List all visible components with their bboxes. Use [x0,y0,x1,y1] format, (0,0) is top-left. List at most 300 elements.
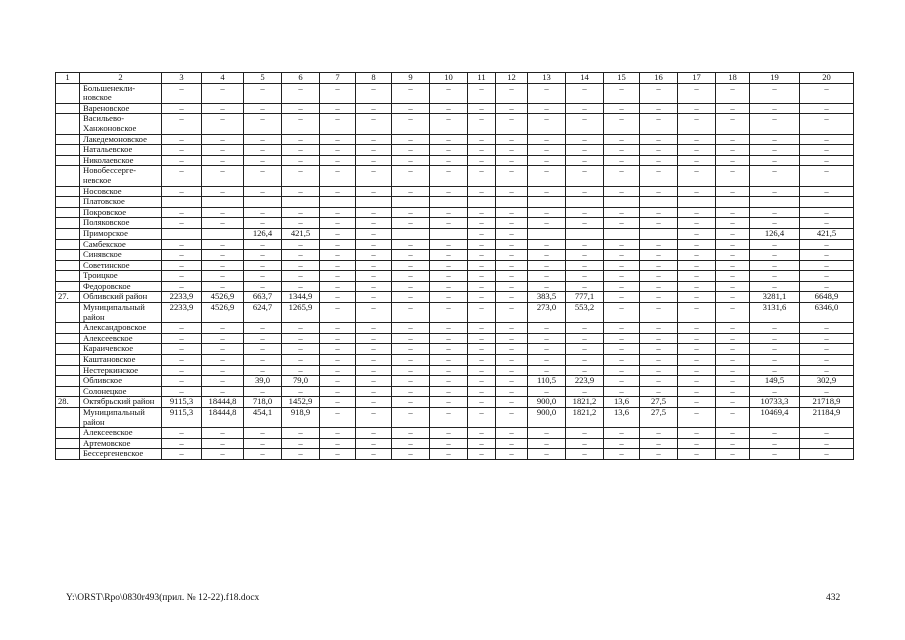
table-cell: – [356,239,392,250]
column-header: 7 [320,73,356,84]
table-cell: – [750,355,800,366]
table-cell: – [356,428,392,439]
table-cell: 3281,1 [750,292,800,303]
table-cell: – [468,114,496,134]
table-cell: – [244,271,282,282]
table-cell: – [604,145,640,156]
table-cell: – [162,218,202,229]
row-name: Советинское [80,260,162,271]
table-cell: – [678,218,716,229]
table-cell: – [356,83,392,103]
table-cell: – [496,408,528,428]
table-cell: – [678,365,716,376]
table-cell: – [800,83,854,103]
table-cell: – [800,386,854,397]
table-cell: – [566,333,604,344]
table-cell: – [244,355,282,366]
column-header: 1 [56,73,80,84]
table-row [56,250,854,261]
row-number [56,145,80,156]
table-cell: – [430,166,468,186]
row-name: Бессергеневское [80,449,162,460]
table-cell: – [716,333,750,344]
table-cell: – [496,260,528,271]
table-cell: – [750,166,800,186]
table-cell: – [320,155,356,166]
row-name: Александровское [80,323,162,334]
table-cell: – [162,323,202,334]
table-cell: – [320,186,356,197]
row-number [56,114,80,134]
table-cell: – [678,333,716,344]
row-name: Носовское [80,186,162,197]
table-cell [716,197,750,208]
table-cell: – [320,292,356,303]
table-cell: – [202,186,244,197]
table-cell: – [678,83,716,103]
table-cell: – [202,323,244,334]
table-cell: – [800,103,854,114]
table-cell: – [496,365,528,376]
table-cell: – [716,83,750,103]
table-cell: – [162,166,202,186]
table-cell: – [716,428,750,439]
table-cell: – [430,376,468,387]
table-cell: – [678,166,716,186]
table-cell: – [604,438,640,449]
row-name: Платовское [80,197,162,208]
table-cell: – [750,386,800,397]
table-cell: 126,4 [750,228,800,239]
table-cell: – [162,114,202,134]
table-cell: – [356,303,392,323]
table-cell [678,197,716,208]
table-cell: – [162,83,202,103]
table-row [56,449,854,460]
table-cell: 3131,6 [750,303,800,323]
table-cell: – [356,344,392,355]
table-cell: – [800,449,854,460]
table-cell: – [202,428,244,439]
row-number [56,166,80,186]
table-cell: – [528,207,566,218]
table-cell: – [356,145,392,156]
table-cell: – [244,186,282,197]
table-cell: – [162,186,202,197]
row-name: Новобессерге-невское [80,166,162,186]
table-cell: 6346,0 [800,303,854,323]
table-cell: 110,5 [528,376,566,387]
table-cell: – [716,207,750,218]
column-header: 5 [244,73,282,84]
table-cell: – [392,376,430,387]
table-cell: – [430,333,468,344]
table-cell: – [392,386,430,397]
table-row [56,83,854,103]
table-cell: – [430,250,468,261]
table-cell: – [162,355,202,366]
table-cell: – [430,303,468,323]
table-cell: – [430,428,468,439]
table-cell: – [800,344,854,355]
table-cell: – [468,449,496,460]
table-cell: – [496,166,528,186]
table-cell: – [604,114,640,134]
table-cell: 421,5 [800,228,854,239]
row-number [56,218,80,229]
table-cell [528,228,566,239]
table-cell: – [202,166,244,186]
table-cell: – [678,103,716,114]
table-row [56,344,854,355]
table-cell: – [528,155,566,166]
table-cell: – [392,428,430,439]
table-cell: 21718,9 [800,397,854,408]
table-cell: – [640,428,678,439]
table-cell: – [496,103,528,114]
table-cell: 13,6 [604,397,640,408]
table-cell: – [496,155,528,166]
table-cell: – [468,271,496,282]
table-cell: – [800,271,854,282]
table-cell: – [162,103,202,114]
table-row [56,281,854,292]
table-cell: – [356,292,392,303]
table-cell: – [800,281,854,292]
table-cell: – [496,397,528,408]
table-cell: – [528,145,566,156]
table-cell: 10469,4 [750,408,800,428]
table-row [56,292,854,303]
column-header: 11 [468,73,496,84]
table-cell: 223,9 [566,376,604,387]
table-cell: – [678,386,716,397]
table-cell: – [392,271,430,282]
table-cell: 663,7 [244,292,282,303]
table-cell: – [640,365,678,376]
row-number: 27. [56,292,80,303]
table-cell: 9115,3 [162,397,202,408]
table-cell: – [320,260,356,271]
table-cell: – [392,365,430,376]
table-cell: – [320,103,356,114]
table-cell: – [566,271,604,282]
table-cell: – [162,207,202,218]
table-cell: – [430,386,468,397]
table-cell: – [640,239,678,250]
table-cell: – [468,166,496,186]
table-cell: – [162,134,202,145]
table-cell: – [392,438,430,449]
row-name: Нестеркинское [80,365,162,376]
table-cell: – [716,397,750,408]
table-cell: – [282,114,320,134]
table-cell: – [716,323,750,334]
table-cell: – [282,260,320,271]
row-name: Солонецкое [80,386,162,397]
table-cell: – [244,114,282,134]
table-cell: – [566,386,604,397]
column-header: 2 [80,73,162,84]
table-cell: – [640,155,678,166]
table-cell: – [282,365,320,376]
table-cell: – [640,218,678,229]
table-row [56,218,854,229]
table-cell: – [282,103,320,114]
table-cell: – [496,303,528,323]
table-cell: – [430,260,468,271]
table-cell: – [678,239,716,250]
table-cell: – [356,449,392,460]
table-cell: – [528,83,566,103]
table-cell: – [604,281,640,292]
table-cell: – [356,186,392,197]
table-cell: – [716,186,750,197]
table-cell: – [640,250,678,261]
table-cell: – [496,344,528,355]
table-cell: – [716,166,750,186]
table-cell: – [244,323,282,334]
row-number [56,376,80,387]
table-cell: – [716,134,750,145]
row-name: Муниципальный район [80,303,162,323]
table-cell: – [356,250,392,261]
table-cell: – [392,260,430,271]
table-cell: – [640,281,678,292]
table-cell: – [392,114,430,134]
table-cell: – [750,218,800,229]
table-cell: – [202,155,244,166]
table-cell: – [162,376,202,387]
table-cell: – [678,397,716,408]
table-cell: – [800,428,854,439]
column-header: 20 [800,73,854,84]
row-number [56,134,80,145]
table-cell: – [282,344,320,355]
table-cell: – [678,271,716,282]
table-cell: – [468,438,496,449]
table-cell: 900,0 [528,397,566,408]
table-cell: 1821,2 [566,397,604,408]
table-cell: – [640,438,678,449]
table-cell: – [566,344,604,355]
column-header: 9 [392,73,430,84]
table-cell: – [566,449,604,460]
row-name: Федоровское [80,281,162,292]
table-cell: – [244,365,282,376]
table-cell: – [202,271,244,282]
table-cell: – [392,397,430,408]
table-cell: – [392,155,430,166]
table-cell: – [244,155,282,166]
row-number [56,103,80,114]
table-cell: – [678,281,716,292]
table-cell: – [566,134,604,145]
table-cell: – [468,355,496,366]
table-cell: 1265,9 [282,303,320,323]
table-cell: – [640,145,678,156]
table-cell: – [604,271,640,282]
table-cell: – [202,239,244,250]
table-cell: – [640,83,678,103]
table-cell: – [392,344,430,355]
table-cell: – [356,376,392,387]
table-cell: – [750,239,800,250]
table-cell: – [640,386,678,397]
table-cell: – [496,83,528,103]
table-cell: – [604,449,640,460]
table-cell: – [716,386,750,397]
table-cell: – [320,386,356,397]
table-cell: – [640,207,678,218]
table-cell: – [356,438,392,449]
row-number [56,228,80,239]
table-cell: – [320,281,356,292]
row-name: Артемовское [80,438,162,449]
row-number [56,239,80,250]
table-cell: – [202,114,244,134]
table-cell: – [430,145,468,156]
table-cell: – [320,428,356,439]
table-row [56,186,854,197]
table-cell: – [750,207,800,218]
table-row [56,333,854,344]
table-cell: – [356,281,392,292]
table-cell: – [468,428,496,439]
table-cell: – [430,323,468,334]
table-cell: – [528,386,566,397]
table-cell: – [604,134,640,145]
table-cell: – [640,376,678,387]
table-cell: – [496,218,528,229]
column-header: 12 [496,73,528,84]
table-row [56,260,854,271]
table-cell: 149,5 [750,376,800,387]
table-cell: – [678,303,716,323]
table-cell: 777,1 [566,292,604,303]
row-name: Поляковское [80,218,162,229]
table-cell: – [800,166,854,186]
column-header: 4 [202,73,244,84]
table-cell: – [468,323,496,334]
table-cell: 9115,3 [162,408,202,428]
table-cell: – [162,155,202,166]
table-cell: – [528,333,566,344]
row-number [56,323,80,334]
table-cell: – [750,134,800,145]
table-cell [566,197,604,208]
table-cell: – [496,292,528,303]
table-cell: – [750,114,800,134]
table-cell: – [468,145,496,156]
table-cell: – [566,186,604,197]
footer-file-path: Y:\ORST\Rpo\0830r493(прил. № 12-22).f18.docx [66,593,260,603]
table-cell: 27,5 [640,397,678,408]
table-cell: – [320,166,356,186]
table-cell: – [430,365,468,376]
table-cell: – [282,250,320,261]
table-cell: – [430,355,468,366]
table-cell: – [468,239,496,250]
table-cell: – [392,303,430,323]
table-cell: – [496,323,528,334]
row-name: Приморское [80,228,162,239]
table-cell: 624,7 [244,303,282,323]
table-cell: – [356,365,392,376]
table-cell: – [800,250,854,261]
table-cell: – [202,218,244,229]
row-name: Троицкое [80,271,162,282]
table-cell: – [604,292,640,303]
table-cell: – [800,207,854,218]
table-cell: – [678,260,716,271]
table-cell: – [320,207,356,218]
table-cell: – [566,103,604,114]
table-cell [320,197,356,208]
table-cell: – [716,239,750,250]
table-cell: – [202,376,244,387]
table-cell: 302,9 [800,376,854,387]
table-cell: – [750,186,800,197]
row-number [56,260,80,271]
table-cell: – [356,271,392,282]
table-cell: – [716,281,750,292]
row-number [56,365,80,376]
row-number [56,333,80,344]
table-cell: – [244,449,282,460]
table-cell: – [528,218,566,229]
table-cell: – [750,271,800,282]
data-table [55,72,854,460]
table-cell: – [244,250,282,261]
table-cell: – [566,438,604,449]
table-cell: – [244,166,282,186]
table-cell: – [162,428,202,439]
table-cell: – [320,145,356,156]
table-cell [202,197,244,208]
table-cell: – [468,303,496,323]
row-name: Муниципальный район [80,408,162,428]
table-cell: 718,0 [244,397,282,408]
table-cell: – [356,260,392,271]
page-number: 432 [826,593,841,603]
table-cell: – [528,186,566,197]
table-cell: – [468,134,496,145]
table-row [56,134,854,145]
table-cell: – [566,365,604,376]
table-cell: – [468,408,496,428]
table-cell [244,197,282,208]
table-cell: – [430,408,468,428]
table-cell: – [468,333,496,344]
table-cell: – [566,355,604,366]
table-cell: – [640,292,678,303]
table-cell: – [496,428,528,439]
table-cell: 2233,9 [162,303,202,323]
table-cell: – [162,449,202,460]
table-cell: – [604,103,640,114]
table-cell: – [430,281,468,292]
table-cell [392,197,430,208]
table-cell: – [162,260,202,271]
row-name: Николаевское [80,155,162,166]
table-cell: – [566,239,604,250]
table-cell: – [716,155,750,166]
table-cell [282,197,320,208]
table-cell: – [640,134,678,145]
row-number [56,386,80,397]
column-header: 15 [604,73,640,84]
